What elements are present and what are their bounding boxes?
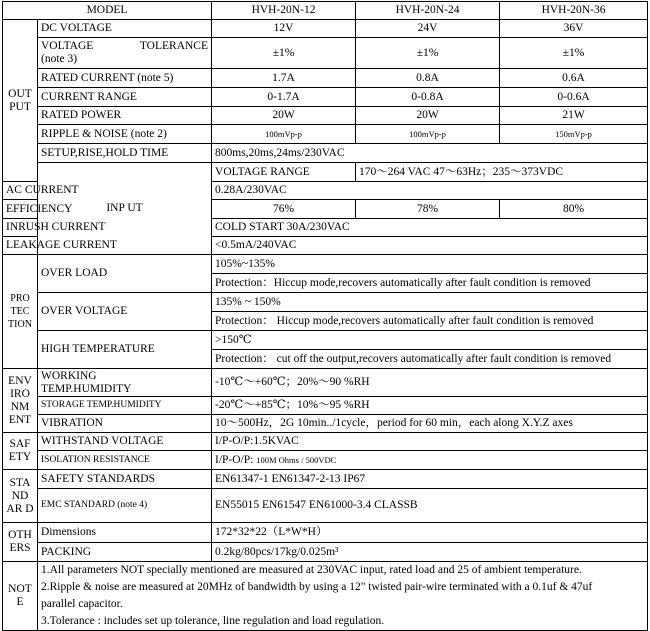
- notes-body: [38, 562, 648, 631]
- ripple-noise-label: RIPPLE & NOISE (note 2): [38, 125, 212, 144]
- packing-value: 0.2kg/80pcs/17kg/0.025m³: [212, 543, 648, 562]
- note-item: 2.Ripple & noise are measured at 20MHz of bandwidth by using a 12" twisted pair-wire terminated with a 0.1uf & 47uf: [41, 581, 593, 593]
- working-temp-value: -10℃～+60℃；20%～90 %RH: [212, 369, 648, 397]
- ripple-noise-24: 100mVp-p: [356, 125, 500, 144]
- inrush-current-label: INRUSH CURRENT: [3, 219, 38, 237]
- isolation-resistance-value: [212, 451, 648, 470]
- dc-voltage-label: DC VOLTAGE: [38, 20, 212, 38]
- voltage-range-label: VOLTAGE RANGE: [212, 163, 356, 182]
- dimensions-row: [3, 523, 648, 543]
- safety-group-label: SAF ETY: [3, 433, 38, 470]
- inrush-current-value: COLD START 30A/230VAC: [212, 219, 648, 237]
- over-voltage-label: OVER VOLTAGE: [38, 293, 212, 331]
- voltage-range-row: [3, 163, 648, 182]
- protection-group-label: PRO TEC TION: [3, 255, 38, 369]
- dc-voltage-24: 24V: [356, 20, 500, 38]
- high-temperature-range: >150℃: [212, 331, 648, 350]
- current-range-24: 0-0.8A: [356, 88, 500, 107]
- ripple-noise-12: 100mVp-p: [212, 125, 356, 144]
- current-range-12: 0-1.7A: [212, 88, 356, 107]
- note-item: 1.All parameters NOT specially mentioned are measured at 230VAC input, rated load and 25 of ambient temperature.: [41, 564, 582, 576]
- note-item: 3.Tolerance : includes set up tolerance, line regulation and load regulation.: [41, 615, 385, 627]
- setup-time-label: SETUP,RISE,HOLD TIME: [38, 144, 212, 163]
- rated-current-24: 0.8A: [356, 69, 500, 88]
- working-temp-label-b: TEMP.HUMIDITY: [41, 382, 132, 395]
- spec-table: [2, 1, 648, 631]
- high-temperature-action: Protection： cut off the output,recovers automatically after fault condition is removed: [212, 350, 648, 369]
- voltage-tolerance-label-c: (note 3): [41, 53, 78, 65]
- storage-temp-label: STORAGE TEMP.HUMIDITY: [38, 397, 212, 415]
- isolation-resistance-value-b: 100M Ohms / 500VDC: [256, 454, 337, 465]
- dimensions-label: Dimensions: [38, 523, 212, 543]
- ac-current-label: AC CURRENT: [3, 182, 38, 200]
- over-load-action: Protection：Hiccup mode,recovers automatically after fault condition is removed: [212, 274, 648, 293]
- dimensions-value: 172*32*22（L*W*H）: [212, 523, 648, 543]
- vibration-label: VIBRATION: [38, 415, 212, 433]
- safety-standards-row: [3, 470, 648, 489]
- isolation-resistance-label: ISOLATION RESISTANCE: [38, 451, 212, 470]
- rated-power-36: 21W: [500, 107, 648, 125]
- over-load-range: 105%~135%: [212, 255, 648, 274]
- high-temperature-label: HIGH TEMPERATURE: [38, 331, 212, 369]
- current-range-label: CURRENT RANGE: [38, 88, 212, 107]
- vibration-value: 10～500Hz，2G 10min../1cycle，period for 60 min，each along X.Y.Z axes: [212, 415, 648, 433]
- dc-voltage-row: [3, 20, 648, 38]
- voltage-tolerance-36: ±1%: [500, 38, 648, 69]
- voltage-range-value: 170～264 VAC 47～63Hz；235～373VDC: [356, 163, 648, 182]
- rated-current-label: RATED CURRENT (note 5): [38, 69, 212, 88]
- efficiency-24: 78%: [356, 200, 500, 219]
- over-voltage-range: 135% ~ 150%: [212, 293, 648, 312]
- model-header-36v: HVH-20N-36: [500, 2, 648, 20]
- working-temp-label-a: WORKING: [41, 369, 97, 382]
- environment-group-label: ENV IRO NM ENT: [3, 369, 38, 433]
- model-header-12v: HVH-20N-12: [212, 2, 356, 20]
- notes-row: [3, 562, 648, 631]
- current-range-36: 0-0.6A: [500, 88, 648, 107]
- efficiency-label: EFFICIENCY: [3, 200, 38, 219]
- output-group-label: OUT PUT: [3, 20, 38, 182]
- ripple-noise-row: [3, 125, 648, 144]
- emc-standard-value: EN55015 EN61547 EN61000-3.4 CLASSB: [212, 489, 648, 523]
- emc-standard-label: EMC STANDARD (note 4): [38, 489, 212, 523]
- over-load-range-row: [3, 255, 648, 274]
- safety-standards-value: EN61347-1 EN61347-2-13 IP67: [212, 470, 648, 489]
- rated-current-row: [3, 69, 648, 88]
- header-row: [3, 2, 648, 20]
- voltage-tolerance-12: ±1%: [212, 38, 356, 69]
- rated-power-24: 20W: [356, 107, 500, 125]
- over-voltage-range-row: [3, 293, 648, 312]
- over-voltage-action: Protection： Hiccup mode,recovers automatically after fault condition is removed: [212, 312, 648, 331]
- ripple-noise-36: 150mVp-p: [500, 125, 648, 144]
- rated-current-12: 1.7A: [212, 69, 356, 88]
- storage-temp-row: [3, 397, 648, 415]
- efficiency-36: 80%: [500, 200, 648, 219]
- leakage-current-value: <0.5mA/240VAC: [212, 237, 648, 255]
- standard-group-label: STA ND AR D: [3, 470, 38, 523]
- withstand-voltage-row: [3, 433, 648, 451]
- others-group-label: OTH ERS: [3, 523, 38, 562]
- note-item: parallel capacitor.: [41, 598, 123, 610]
- voltage-tolerance-label-a: VOLTAGE: [41, 40, 94, 52]
- high-temp-range-row: [3, 331, 648, 350]
- rated-power-label: RATED POWER: [38, 107, 212, 125]
- over-load-label: OVER LOAD: [38, 255, 212, 293]
- model-header-24v: HVH-20N-24: [356, 2, 500, 20]
- ac-current-value: 0.28A/230VAC: [212, 182, 648, 200]
- rated-power-row: [3, 107, 648, 125]
- dc-voltage-36: 36V: [500, 20, 648, 38]
- safety-standards-label: SAFETY STANDARDS: [38, 470, 212, 489]
- voltage-tolerance-24: ±1%: [356, 38, 500, 69]
- working-temp-label: [38, 369, 212, 397]
- voltage-tolerance-label: [38, 38, 212, 69]
- voltage-tolerance-label-b: TOLERANCE: [139, 40, 209, 52]
- setup-time-row: [3, 144, 648, 163]
- efficiency-12: 76%: [212, 200, 356, 219]
- model-header: MODEL: [3, 2, 212, 20]
- vibration-row: [3, 415, 648, 433]
- rated-current-36: 0.6A: [500, 69, 648, 88]
- isolation-resistance-row: [3, 451, 648, 470]
- working-temp-row: [3, 369, 648, 397]
- rated-power-12: 20W: [212, 107, 356, 125]
- dc-voltage-12: 12V: [212, 20, 356, 38]
- withstand-voltage-label: WITHSTAND VOLTAGE: [38, 433, 212, 451]
- storage-temp-value: -20℃～+85℃；10%～95 %RH: [212, 397, 648, 415]
- withstand-voltage-value: I/P-O/P:1.5KVAC: [212, 433, 648, 451]
- packing-label: PACKING: [38, 543, 212, 562]
- packing-row: [3, 543, 648, 562]
- isolation-resistance-value-a: I/P-O/P:: [215, 453, 254, 466]
- input-group-label: INP UT: [38, 163, 212, 255]
- setup-time-value: 800ms,20ms,24ms/230VAC: [212, 144, 648, 163]
- emc-standard-row: [3, 489, 648, 523]
- voltage-tolerance-row: [3, 38, 648, 69]
- leakage-current-label: LEAKAGE CURRENT: [3, 237, 38, 255]
- current-range-row: [3, 88, 648, 107]
- notes-group-label: NOT E: [3, 562, 38, 631]
